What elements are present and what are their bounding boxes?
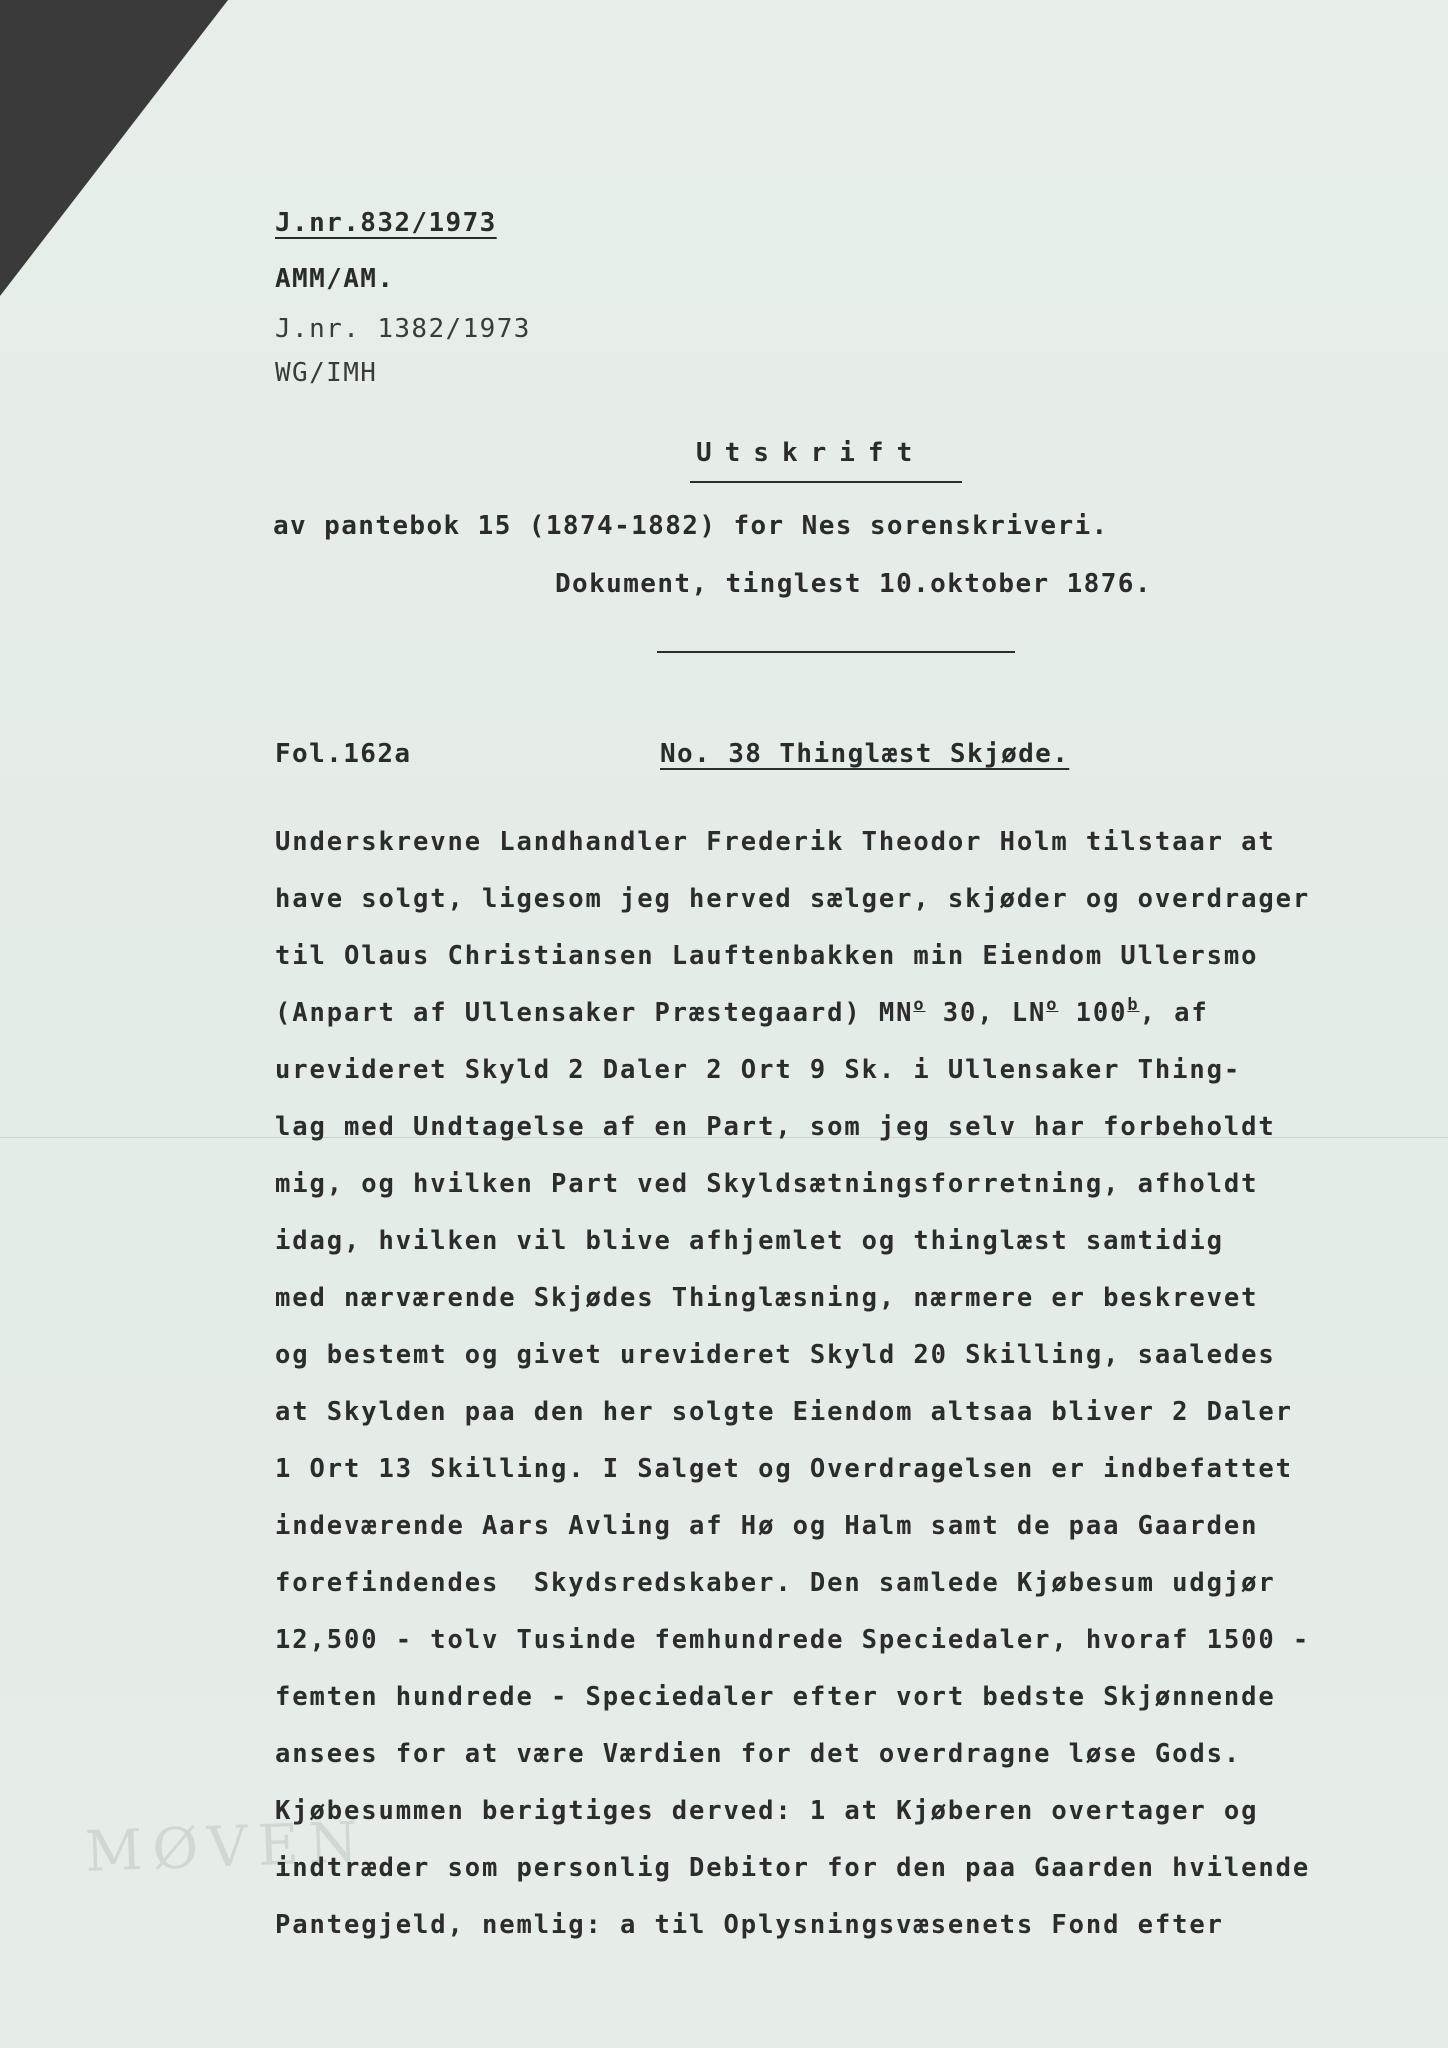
text-segment: 30, LN	[925, 998, 1047, 1028]
body-line: mig, og hvilken Part ved Skyldsætningsforretning, afholdt	[275, 1169, 1259, 1199]
superscript: o	[1046, 995, 1059, 1015]
body-line	[275, 997, 1209, 1029]
body-line: ansees for at være Værdien for det overdragne løse Gods.	[275, 1739, 1242, 1769]
superscript: o	[913, 995, 926, 1015]
body-line: idag, hvilken vil blive afhjemlet og thinglæst samtidig	[275, 1226, 1224, 1256]
body-line: Pantegjeld, nemlig: a til Oplysningsvæsenets Fond efter	[275, 1910, 1224, 1940]
document-heading: No. 38 Thinglæst Skjøde.	[660, 739, 1070, 769]
stamp-watermark: MØVEN	[83, 1810, 369, 1885]
body-line: indeværende Aars Avling af Hø og Halm samt de paa Gaarden	[275, 1511, 1259, 1541]
body-line: forefindendes Skydsredskaber. Den samlede Kjøbesum udgjør	[275, 1568, 1276, 1598]
body-line: femten hundrede - Speciedaler efter vort bedste Skjønnende	[275, 1682, 1276, 1712]
document-title: Utskrift	[696, 438, 926, 468]
body-line: lag med Undtagelse af en Part, som jeg selv har forbeholdt	[275, 1112, 1276, 1142]
superscript: b	[1127, 995, 1140, 1015]
body-line: indtræder som personlig Debitor for den paa Gaarden hvilende	[275, 1853, 1311, 1883]
subtitle-date: Dokument, tinglest 10.oktober 1876.	[555, 569, 1152, 599]
body-line: Underskrevne Landhandler Frederik Theodor Holm tilstaar at	[275, 827, 1276, 857]
initials: AMM/AM.	[275, 264, 395, 294]
body-line: at Skylden paa den her solgte Eiendom altsaa bliver 2 Daler	[275, 1397, 1293, 1427]
body-line: urevideret Skyld 2 Daler 2 Ort 9 Sk. i Ullensaker Thing-	[275, 1055, 1242, 1085]
separator-rule	[657, 651, 1015, 653]
journal-number-secondary: J.nr. 1382/1973	[275, 314, 531, 344]
body-line: have solgt, ligesom jeg herved sælger, skjøder og overdrager	[275, 884, 1311, 914]
body-line: til Olaus Christiansen Lauftenbakken min Eiendom Ullersmo	[275, 941, 1259, 971]
title-underline	[690, 481, 962, 483]
folio-number: Fol.162a	[275, 739, 412, 769]
text-segment: , af	[1139, 998, 1209, 1028]
body-line: 1 Ort 13 Skilling. I Salget og Overdragelsen er indbefattet	[275, 1454, 1293, 1484]
journal-number: J.nr.832/1973	[275, 208, 497, 238]
body-line: med nærværende Skjødes Thinglæsning, nærmere er beskrevet	[275, 1283, 1259, 1313]
body-line: Kjøbesummen berigtiges derved: 1 at Kjøberen overtager og	[275, 1796, 1259, 1826]
body-line: 12,500 - tolv Tusinde femhundrede Speciedaler, hvoraf 1500 -	[275, 1625, 1311, 1655]
text-segment: 100	[1058, 998, 1128, 1028]
text-segment: (Anpart af Ullensaker Præstegaard) MN	[275, 998, 914, 1028]
body-line: og bestemt og givet urevideret Skyld 20 Skilling, saaledes	[275, 1340, 1276, 1370]
subtitle-source: av pantebok 15 (1874-1882) for Nes sorenskriveri.	[273, 511, 1109, 541]
initials-secondary: WG/IMH	[275, 358, 378, 388]
